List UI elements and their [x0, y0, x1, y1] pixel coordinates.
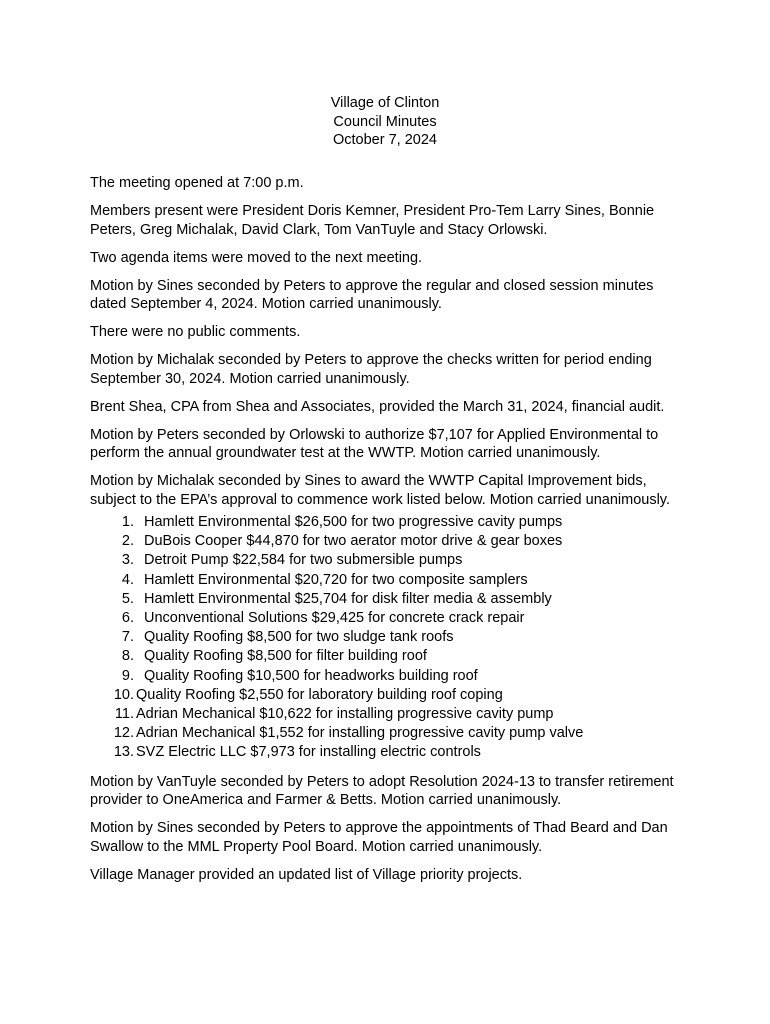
village-name: Village of Clinton — [330, 95, 440, 111]
paragraph-resolution-motion: Motion by VanTuyle seconded by Peters to adopt Resolution 2024-13 to transfer retirement provider to OneAmerica and Farmer & Betts. Motion carried unanimously. — [90, 773, 674, 809]
paragraph-appointments-motion: Motion by Sines seconded by Peters to approve the appointments of Thad Beard and Dan Swallow to the MML Property Pool Board. Motion carried unanimously. — [90, 820, 668, 855]
list-item — [90, 705, 690, 724]
list-item-text: Detroit Pump $22,584 for two submersible pumps — [144, 552, 463, 569]
document-type: Council Minutes — [333, 113, 437, 130]
list-item — [90, 667, 690, 686]
list-item-text: DuBois Cooper $44,870 for two aerator motor drive & gear boxes — [144, 533, 563, 550]
paragraph-groundwater-motion: Motion by Peters seconded by Orlowski to authorize $7,107 for Applied Environmental to perform the annual groundwater test at the WWTP. Motion carried unanimously. — [90, 426, 659, 461]
list-item-number: 11. — [114, 706, 134, 723]
list-item — [90, 609, 690, 628]
list-item — [90, 647, 690, 666]
paragraph-bids-motion: Motion by Michalak seconded by Sines to award the WWTP Capital Improvement bids, subject to the EPA’s approval to commence work listed below. Motion carried unanimously. — [90, 473, 671, 508]
list-item-text: Hamlett Environmental $20,720 for two composite samplers — [144, 571, 528, 588]
paragraph-minutes-motion: Motion by Sines seconded by Peters to approve the regular and closed session minutes dated September 4, 2024. Motion carried unanimously. — [90, 277, 654, 312]
list-item — [90, 571, 690, 590]
meeting-date: October 7, 2024 — [333, 132, 437, 148]
list-item-number: 13. — [113, 744, 134, 761]
list-item-text: Quality Roofing $10,500 for headworks building roof — [144, 667, 478, 684]
list-item-text: SVZ Electric LLC $7,973 for installing electric controls — [136, 744, 481, 761]
paragraph-audit: Brent Shea, CPA from Shea and Associates, provided the March 31, 2024, financial audit. — [90, 398, 665, 415]
list-item-number: 12. — [113, 725, 134, 742]
document-header — [0, 94, 770, 150]
paragraph-meeting-opened: The meeting opened at 7:00 p.m. — [90, 175, 304, 191]
document-body — [90, 174, 690, 894]
paragraph-priority-projects: Village Manager provided an updated list of Village priority projects. — [90, 866, 523, 883]
list-item-number: 9. — [121, 667, 134, 684]
list-item-number: 2. — [121, 533, 134, 550]
list-item-number: 5. — [121, 590, 134, 607]
list-item — [90, 532, 690, 551]
list-item — [90, 743, 690, 762]
list-item-number: 3. — [121, 552, 134, 569]
list-item — [90, 724, 690, 743]
list-item-text: Adrian Mechanical $1,552 for installing progressive cavity pump valve — [136, 725, 584, 742]
paragraph-public-comments: There were no public comments. — [90, 324, 301, 340]
list-item-text: Quality Roofing $8,500 for two sludge tank roofs — [144, 629, 454, 646]
list-item-text: Quality Roofing $8,500 for filter building roof — [144, 648, 427, 665]
list-item — [90, 628, 690, 647]
list-item — [90, 590, 690, 609]
paragraph-checks-motion: Motion by Michalak seconded by Peters to approve the checks written for period ending September 30, 2024. Motion carried unanimously. — [90, 352, 652, 387]
bids-list — [90, 513, 690, 763]
list-item-text: Hamlett Environmental $25,704 for disk filter media & assembly — [144, 590, 552, 607]
list-item-text: Quality Roofing $2,550 for laboratory building roof coping — [136, 686, 503, 703]
list-item-text: Unconventional Solutions $29,425 for concrete crack repair — [144, 610, 525, 627]
list-item-number: 10. — [113, 686, 134, 703]
list-item — [90, 513, 690, 532]
list-item — [90, 686, 690, 705]
list-item-number: 6. — [121, 610, 134, 627]
list-item-text: Hamlett Environmental $26,500 for two progressive cavity pumps — [144, 514, 563, 530]
list-item-number: 1. — [121, 514, 134, 530]
paragraph-members-present: Members present were President Doris Kemner, President Pro-Tem Larry Sines, Bonnie Peters, Greg Michalak, David Clark, Tom VanTuyle and Stacy Orlowski. — [90, 203, 655, 238]
list-item-text: Adrian Mechanical $10,622 for installing progressive cavity pump — [136, 706, 554, 723]
list-item-number: 7. — [121, 629, 134, 646]
list-item-number: 4. — [121, 571, 134, 588]
list-item — [90, 551, 690, 570]
paragraph-agenda-items: Two agenda items were moved to the next meeting. — [90, 249, 423, 266]
list-item-number: 8. — [121, 648, 134, 665]
